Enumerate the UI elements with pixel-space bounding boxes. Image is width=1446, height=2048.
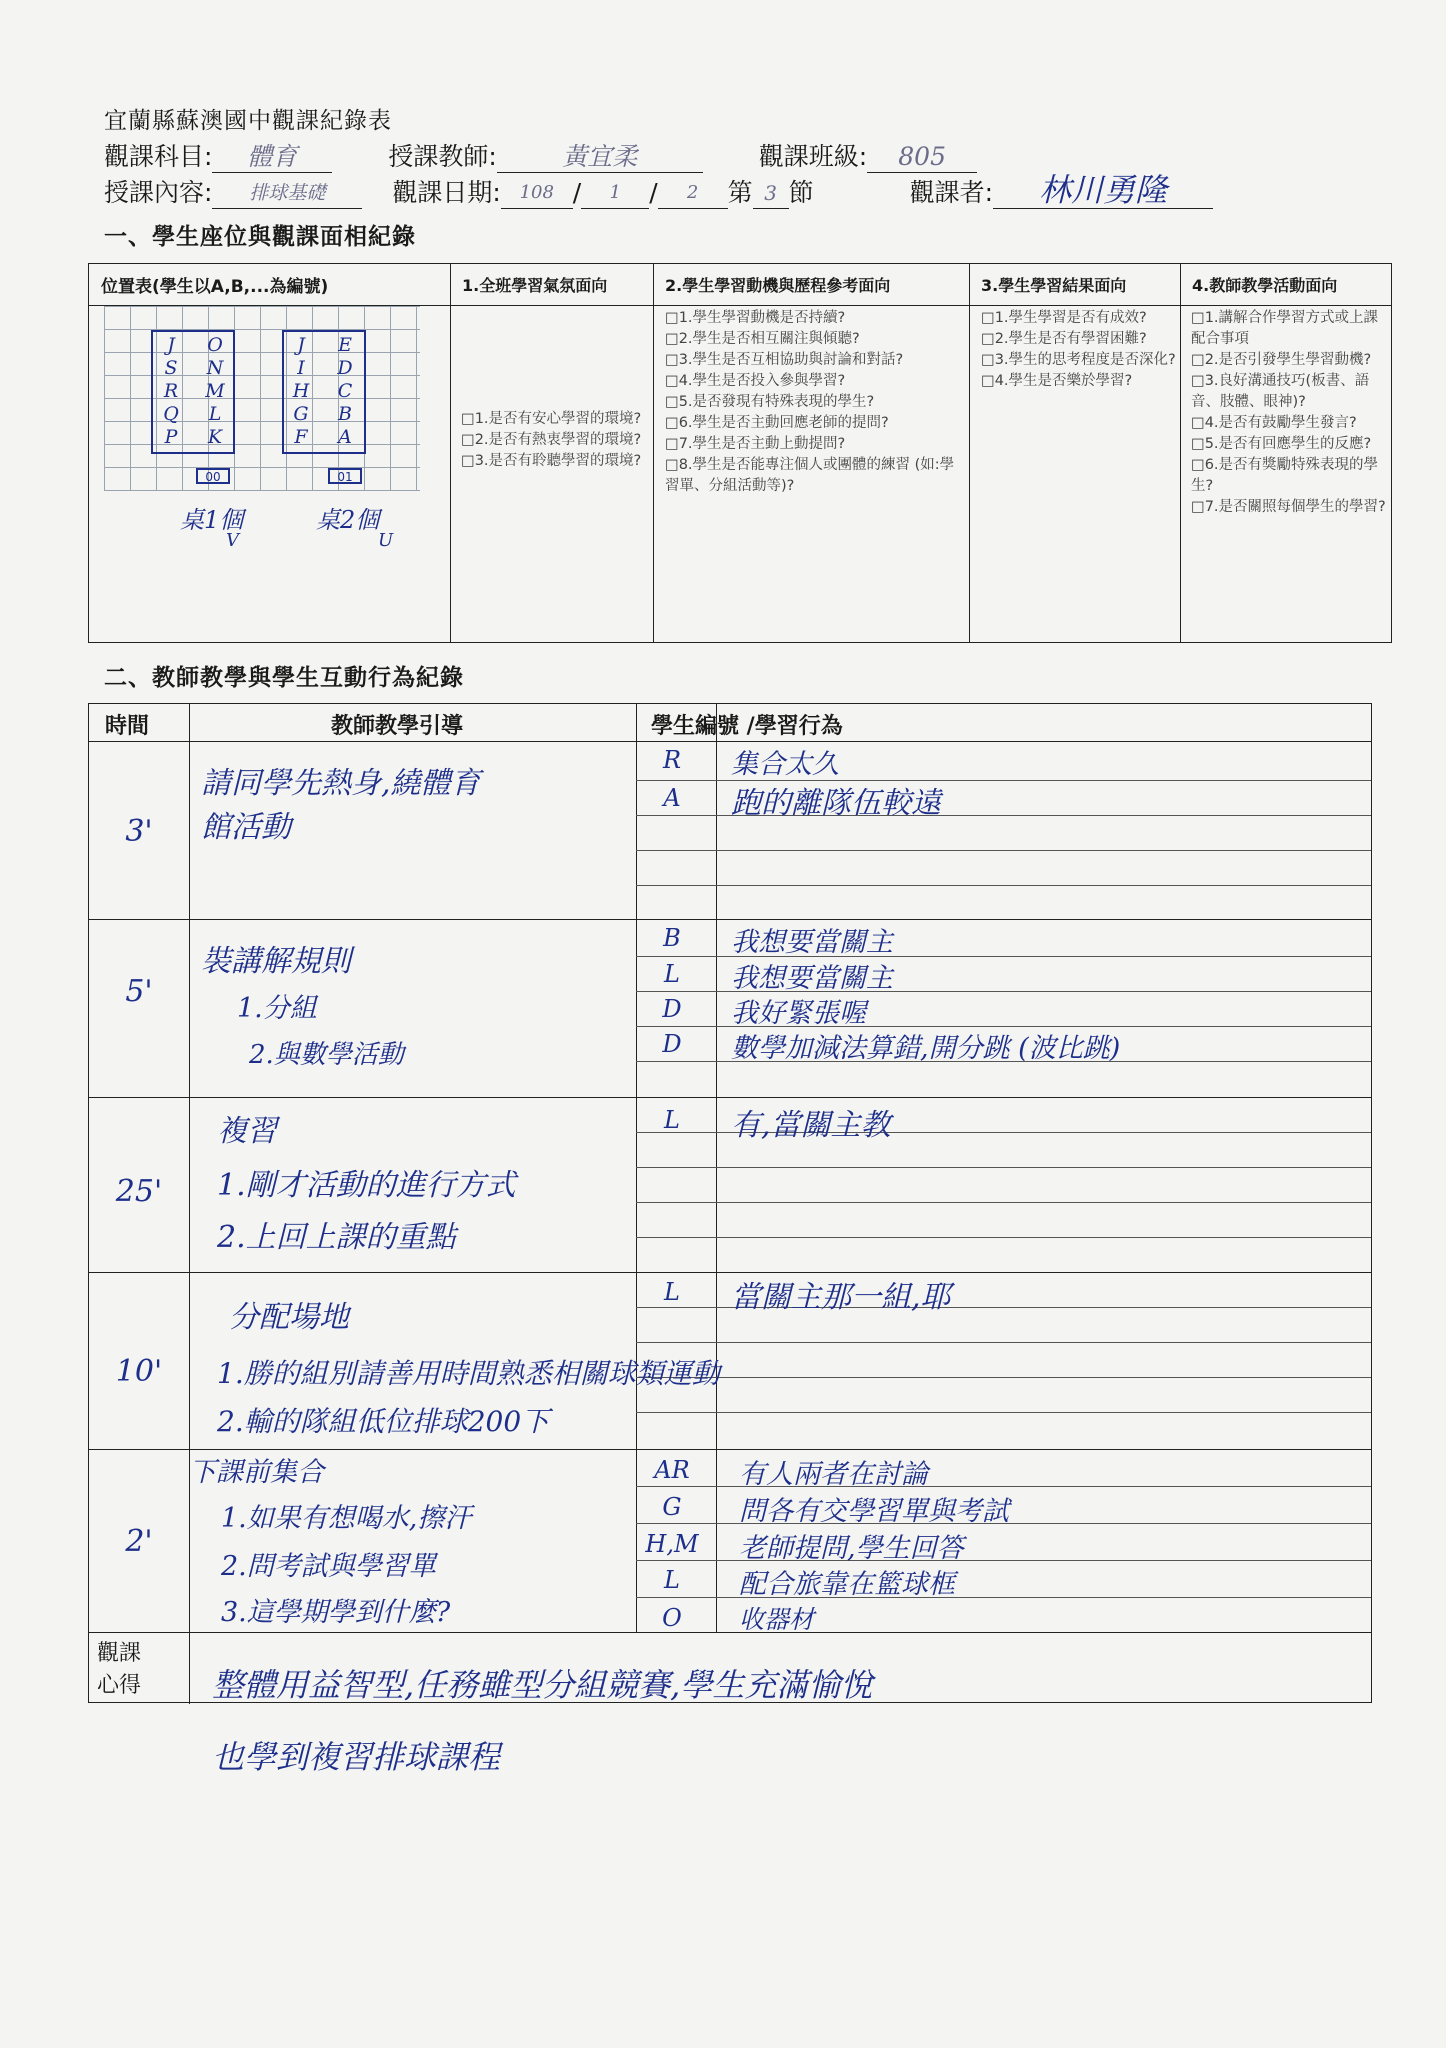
student-id: L bbox=[664, 1566, 680, 1594]
interaction-record-table bbox=[88, 703, 1372, 1703]
seat: M bbox=[205, 380, 225, 402]
checklist-item[interactable]: □2.是否有熱衷學習的環境? bbox=[461, 432, 642, 448]
header-row-2 bbox=[104, 172, 1213, 209]
student-id: L bbox=[664, 960, 680, 988]
student-id: G bbox=[662, 1493, 682, 1521]
teacher-note: 2.問考試與學習單 bbox=[221, 1551, 436, 1582]
teacher-note: 3.這學期學到什麼? bbox=[221, 1597, 451, 1628]
student-behavior: 我想要當關主 bbox=[731, 927, 893, 958]
reflection-text: 也學到複習排球課程 bbox=[212, 1738, 501, 1776]
t1-divider bbox=[1180, 264, 1181, 642]
col-seating-header: 位置表(學生以A,B,...為編號) bbox=[89, 264, 450, 306]
reflection-label bbox=[97, 1638, 141, 1702]
teacher-note: 下課前集合 bbox=[189, 1457, 324, 1488]
seat: A bbox=[338, 426, 352, 448]
row-time: 2' bbox=[125, 1524, 153, 1559]
seat: L bbox=[208, 403, 222, 425]
teacher-note: 1.剛才活動的進行方式 bbox=[217, 1168, 516, 1203]
seat: J bbox=[167, 334, 175, 356]
seat: D bbox=[337, 357, 353, 379]
teacher-header: 教師教學引導 bbox=[331, 714, 464, 739]
student-id: D bbox=[662, 995, 682, 1023]
checklist-item[interactable]: □8.學生是否能專注個人或團體的練習 (如:學習單、分組活動等)? bbox=[665, 457, 955, 494]
student-header: 學生編號 /學習行為 bbox=[651, 714, 843, 739]
form-title: 宜蘭縣蘇澳國中觀課紀錄表 bbox=[104, 108, 392, 134]
period-value: 3 bbox=[753, 178, 789, 209]
teacher-note: 館活動 bbox=[201, 810, 291, 845]
checklist-item[interactable]: □5.是否有回應學生的反應? bbox=[1191, 436, 1372, 452]
teacher-note: 1.勝的組別請善用時間熟悉相關球類運動 bbox=[217, 1357, 720, 1390]
row-separator bbox=[89, 1272, 1371, 1273]
col-atmosphere-header: 1.全班學習氣氛面向 bbox=[450, 264, 653, 306]
seat: N bbox=[206, 357, 224, 379]
checklist-item[interactable]: □1.講解合作學習方式或上課配合事項 bbox=[1191, 310, 1379, 347]
teacher-note: 2.與數學活動 bbox=[249, 1040, 404, 1070]
content-value: 排球基礎 bbox=[212, 178, 362, 209]
seat: S bbox=[164, 357, 178, 379]
student-behavior: 有人兩者在討論 bbox=[739, 1459, 928, 1490]
checklist-item[interactable]: □3.良好溝通技巧(板書、語音、肢體、眼神)? bbox=[1191, 373, 1370, 410]
student-id: L bbox=[664, 1106, 680, 1134]
reflection-label-line: 心得 bbox=[97, 1673, 142, 1698]
student-id: L bbox=[664, 1278, 680, 1306]
section-2-title: 二、教師教學與學生互動行為紀錄 bbox=[104, 665, 464, 691]
student-id: AR bbox=[654, 1456, 690, 1484]
checklist-item[interactable]: □7.是否關照每個學生的學習? bbox=[1191, 499, 1386, 515]
section-1-title: 一、學生座位與觀課面相紀錄 bbox=[104, 224, 416, 250]
col-motivation-header: 2.學生學習動機與歷程參考面向 bbox=[653, 264, 969, 306]
content-label: 授課內容: bbox=[104, 178, 213, 207]
student-behavior: 集合太久 bbox=[731, 749, 839, 780]
teacher-value: 黃宜柔 bbox=[497, 142, 703, 173]
student-behavior: 有,當關主教 bbox=[731, 1108, 891, 1143]
checklist-item[interactable]: □4.學生是否投入參與學習? bbox=[665, 373, 846, 389]
student-behavior: 跑的離隊伍較遠 bbox=[731, 786, 941, 821]
date-month: 1 bbox=[581, 178, 649, 209]
t2-divider bbox=[189, 704, 190, 1704]
checklist-item[interactable]: □4.學生是否樂於學習? bbox=[981, 373, 1133, 389]
time-header: 時間 bbox=[105, 714, 150, 739]
atmosphere-checklist bbox=[461, 409, 647, 472]
student-behavior: 老師提問,學生回答 bbox=[739, 1533, 964, 1564]
student-behavior: 我想要當關主 bbox=[731, 963, 893, 994]
student-id: O bbox=[662, 1604, 682, 1632]
row-separator bbox=[89, 1632, 1371, 1633]
col-teaching-header: 4.教師教學活動面向 bbox=[1180, 264, 1391, 306]
teacher-note: 1.如果有想喝水,擦汗 bbox=[221, 1503, 472, 1534]
checklist-item[interactable]: □3.學生是否互相協助與討論和對話? bbox=[665, 352, 904, 368]
seat: G bbox=[293, 403, 309, 425]
date-sep-1: / bbox=[572, 178, 582, 207]
teacher-note: 複習 bbox=[217, 1114, 277, 1149]
t1-divider bbox=[450, 264, 451, 642]
t2-header-row bbox=[89, 704, 1371, 742]
student-id: A bbox=[663, 784, 681, 812]
table-tag-left: 00 bbox=[196, 468, 230, 484]
seat: B bbox=[338, 403, 352, 425]
col-results-header: 3.學生學習結果面向 bbox=[969, 264, 1180, 306]
checklist-item[interactable]: □4.是否有鼓勵學生發言? bbox=[1191, 415, 1357, 431]
table-1-label: 桌1個 bbox=[180, 506, 244, 534]
table-1-sub: V bbox=[226, 530, 239, 551]
checklist-item[interactable]: □1.學生學習動機是否持續? bbox=[665, 310, 846, 326]
seat: E bbox=[338, 334, 352, 356]
date-year: 108 bbox=[501, 178, 573, 209]
row-time: 25' bbox=[115, 1174, 163, 1209]
student-behavior: 我好緊張喔 bbox=[731, 998, 866, 1029]
student-behavior: 收器材 bbox=[739, 1605, 815, 1634]
results-checklist bbox=[981, 308, 1176, 392]
student-id: B bbox=[663, 924, 681, 952]
row-separator bbox=[89, 919, 1371, 920]
seat: P bbox=[164, 426, 178, 448]
seat: O bbox=[207, 334, 223, 356]
student-id: D bbox=[662, 1030, 682, 1058]
t2-divider bbox=[636, 704, 637, 1632]
t2-divider bbox=[716, 704, 717, 1632]
date-label: 觀課日期: bbox=[392, 178, 501, 207]
period-suffix: 節 bbox=[788, 178, 814, 207]
checklist-item[interactable]: □2.學生是否有學習困難? bbox=[981, 331, 1147, 347]
reflection-label-line: 觀課 bbox=[97, 1641, 142, 1666]
teacher-note: 分配場地 bbox=[229, 1300, 349, 1335]
checklist-item[interactable]: □1.是否有安心學習的環境? bbox=[461, 411, 642, 427]
table-2-sub: U bbox=[378, 530, 394, 551]
seat: Q bbox=[163, 403, 179, 425]
t1-divider bbox=[653, 264, 654, 642]
checklist-item[interactable]: □2.是否引發學生學習動機? bbox=[1191, 352, 1372, 368]
checklist-item[interactable]: □7.學生是否主動上動提問? bbox=[665, 436, 846, 452]
checklist-item[interactable]: □1.學生學習是否有成效? bbox=[981, 310, 1147, 326]
period-prefix: 第 bbox=[727, 178, 753, 207]
seat: J bbox=[297, 334, 305, 356]
checklist-item[interactable]: □2.學生是否相互關注與傾聽? bbox=[665, 331, 860, 347]
teacher-note: 裝講解規則 bbox=[201, 944, 351, 979]
t1-divider bbox=[969, 264, 970, 642]
teacher-note: 2.輸的隊組低位排球200下 bbox=[217, 1405, 550, 1438]
table-tag-right: 01 bbox=[328, 468, 362, 484]
row-time: 5' bbox=[125, 974, 153, 1009]
checklist-item[interactable]: □3.是否有聆聽學習的環境? bbox=[461, 453, 642, 469]
checklist-item[interactable]: □3.學生的思考程度是否深化? bbox=[981, 352, 1176, 368]
seat: C bbox=[337, 380, 353, 402]
observer-value: 林川勇隆 bbox=[993, 172, 1213, 209]
subject-value: 體育 bbox=[212, 142, 332, 173]
teacher-note: 1.分組 bbox=[237, 993, 317, 1024]
seat: K bbox=[207, 426, 223, 448]
class-value: 805 bbox=[867, 142, 977, 173]
seat: H bbox=[292, 380, 310, 402]
reflection-text: 整體用益智型,任務雖型分組競賽,學生充滿愉悅 bbox=[212, 1666, 873, 1704]
date-sep-2: / bbox=[649, 178, 658, 207]
teacher-note: 2.上回上課的重點 bbox=[217, 1220, 456, 1255]
teaching-checklist bbox=[1191, 308, 1387, 518]
checklist-item[interactable]: □6.學生是否主動回應老師的提問? bbox=[665, 415, 889, 431]
date-day: 2 bbox=[658, 178, 728, 209]
checklist-item[interactable]: □5.是否發現有特殊表現的學生? bbox=[665, 394, 875, 410]
row-time: 3' bbox=[125, 814, 153, 849]
row-separator bbox=[89, 1097, 1371, 1098]
student-behavior: 數學加減法算錯,開分跳 (波比跳) bbox=[731, 1033, 1121, 1064]
seat: F bbox=[294, 426, 308, 448]
table-2-label: 桌2個 bbox=[316, 506, 380, 534]
seating-chart bbox=[104, 306, 420, 490]
subject-label: 觀課科目: bbox=[104, 142, 213, 171]
checklist-item[interactable]: □6.是否有獎勵特殊表現的學生? bbox=[1191, 457, 1379, 494]
student-behavior: 問各有交學習單與考試 bbox=[739, 1496, 1009, 1527]
student-id: H,M bbox=[645, 1530, 699, 1558]
row-time: 10' bbox=[115, 1354, 163, 1389]
header-row-1 bbox=[104, 137, 977, 173]
teacher-note: 請同學先熱身,繞體育 bbox=[201, 766, 481, 801]
teacher-label: 授課教師: bbox=[388, 142, 497, 171]
motivation-checklist bbox=[665, 308, 965, 497]
seat: I bbox=[297, 357, 305, 379]
class-label: 觀課班級: bbox=[758, 142, 868, 171]
seat: R bbox=[163, 380, 179, 402]
student-behavior: 當關主那一組,耶 bbox=[731, 1280, 951, 1315]
student-id: R bbox=[662, 746, 682, 774]
observer-label: 觀課者: bbox=[909, 178, 994, 207]
student-behavior: 配合旅靠在籃球框 bbox=[739, 1569, 955, 1600]
